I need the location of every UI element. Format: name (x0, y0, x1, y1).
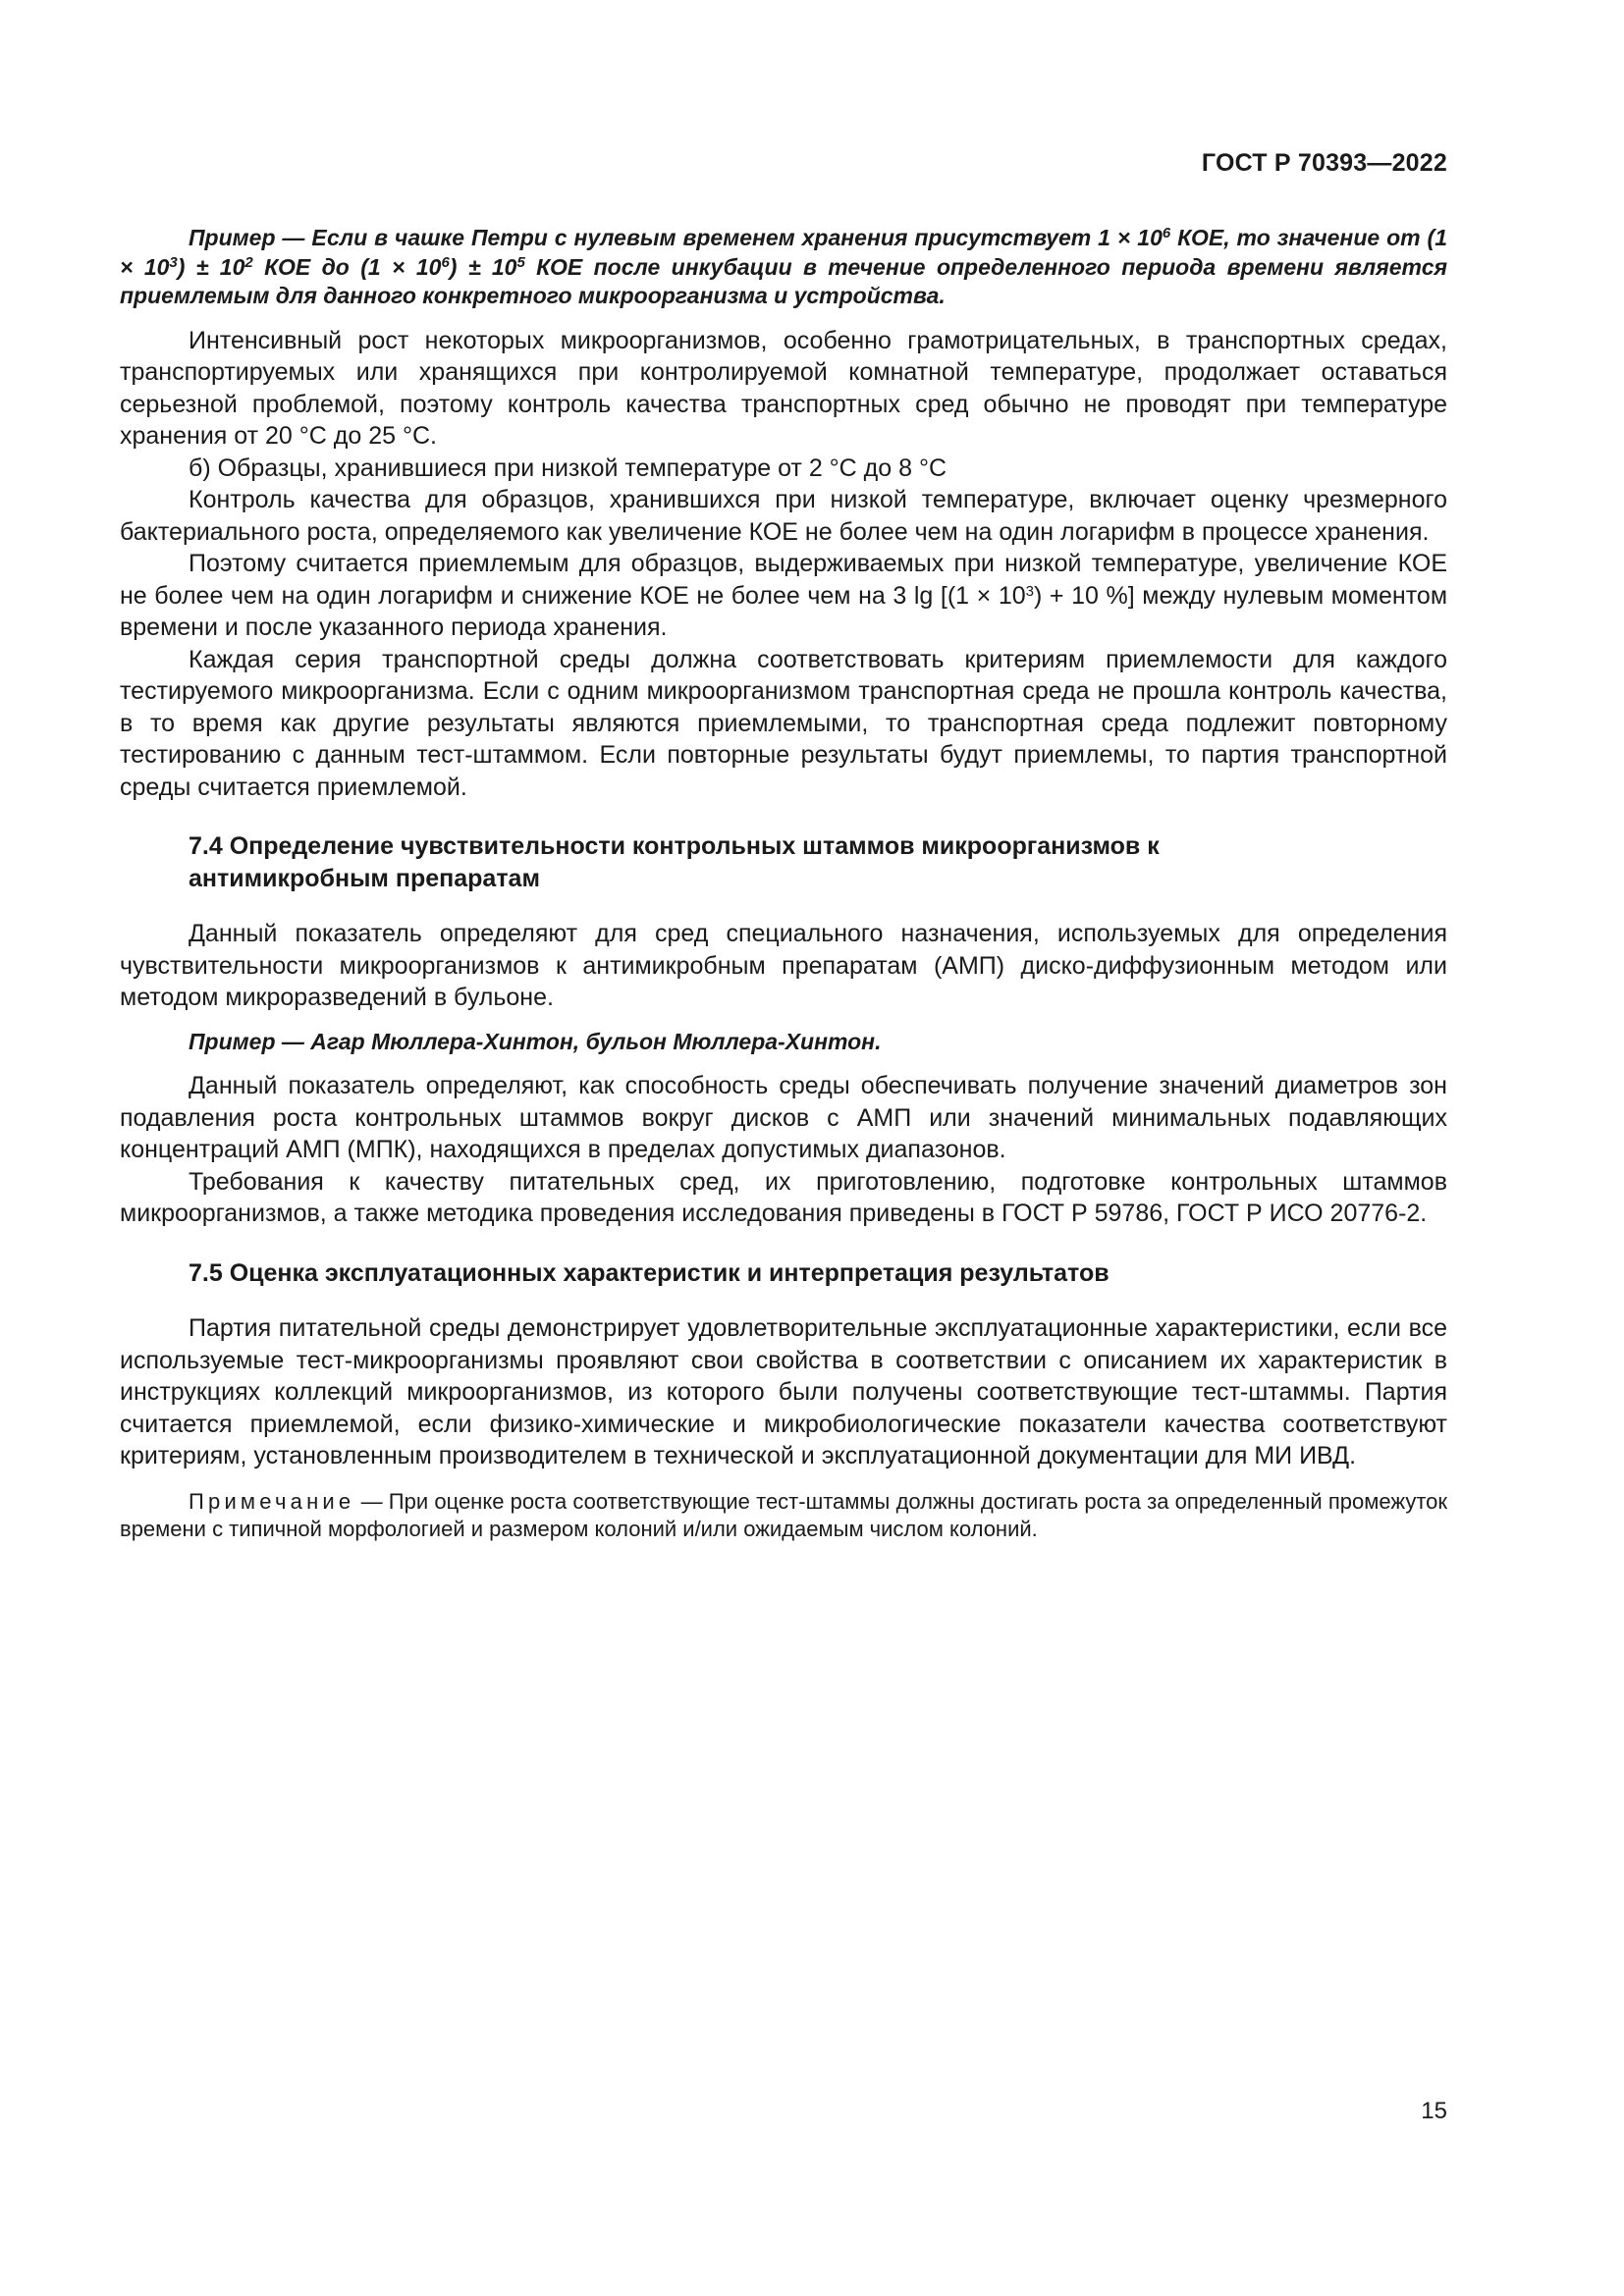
paragraph-requirements: Требования к качеству питательных сред, их приготовлению, подготовке контрольных штаммов микроорганизмов, а также методика проведения исследования приведены в ГОСТ Р 59786, ГОСТ Р ИСО 20776-2. (120, 1167, 1447, 1227)
paragraph-indicator-definition: Данный показатель определяют, как способность среды обеспечивать получение значений диаметров зон подавления роста контрольных штаммов вокруг дисков с АМП или значений минимальных подавляющих концентраций АМП (МПК), находящихся в пределах допустимых диапазонов. (120, 1072, 1447, 1163)
example-petri: Пример — Если в чашке Петри с нулевым временем хранения присутствует $1 \times 10^6$ КОЕ, то значение от $(1 \times 10^3) \pm 10^2$ КОЕ до $(1 \times 10^6) \pm 10^5$ КОЕ после инкубации в течение определенного периода времени является приемлемым для данного конкретного микроорганизма и устройства. (120, 225, 1448, 308)
paragraph-performance: Партия питательной среды демонстрирует удовлетворительные эксплуатационные характеристики, если все используемые тест-микроорганизмы проявляют свои свойства в соответствии с описанием их характеристик в инструкциях коллекций микроорганизмов, из которого были получены соответствующие тест-штаммы. Партия считается приемлемой, если физико-химические и микробиологические показатели качества соответствуют критериям, установленным производителем в технической и эксплуатационной документации для МИ ИВД. (120, 1314, 1447, 1469)
page-number: 15 (1421, 2098, 1447, 2124)
paragraph-acceptable-increase: Поэтому считается приемлемым для образцов, выдерживаемых при низкой температуре, увеличение КОЕ не более чем на один логарифм и снижение КОЕ не более чем на 3 $\lg [(1 \times 10^3) + 10$ %] между нулевым моментом времени и после указанного периода хранения. (120, 550, 1448, 641)
paragraph-low-temp-heading: б) Образцы, хранившиеся при низкой температуре от 2 °С до 8 °С (189, 454, 947, 482)
paragraph-series-criteria: Каждая серия транспортной среды должна соответствовать критериям приемлемости для каждого тестируемого микроорганизма. Если с одним микроорганизмом транспортная среда не прошла контроль качества, в то время как другие результаты являются приемлемыми, то транспортная среда подлежит повторному тестированию с данным тест-штаммом. Если повторные результаты будут приемлемы, то партия транспортной среды считается приемлемой. (120, 645, 1447, 801)
page-body (120, 224, 1447, 1544)
example-mueller-hinton: Пример — Агар Мюллера-Хинтон, бульон Мюллера-Хинтон. (189, 1028, 882, 1054)
document-code: ГОСТ Р 70393—2022 (1201, 149, 1447, 177)
paragraph-indicator-purpose: Данный показатель определяют для сред специального назначения, используемых для определения чувствительности микроорганизмов к антимикробным препаратам (АМП) диско-диффузионным методом или методом микроразведений в бульоне. (120, 920, 1447, 1011)
note-label: Примечание (189, 1488, 355, 1514)
section-7-5-heading: 7.5 Оценка эксплуатационных характеристик и интерпретация результатов (189, 1258, 1110, 1287)
paragraph-growth: Интенсивный рост некоторых микроорганизмов, особенно грамотрицательных, в транспортных средах, транспортируемых или хранящихся при контролируемой комнатной температуре, продолжает оставаться серьезной проблемой, поэтому контроль качества транспортных сред обычно не проводят при температуре хранения от 20 °С до 25 °С. (120, 326, 1447, 450)
section-7-4-heading: 7.4 Определение чувствительности контрольных штаммов микроорганизмов к антимикробным препаратам (189, 832, 1160, 892)
paragraph-quality-control: Контроль качества для образцов, хранившихся при низкой температуре, включает оценку чрезмерного бактериального роста, определяемого как увеличение КОЕ не более чем на один логарифм в процессе хранения. (120, 486, 1447, 546)
note: Примечание — При оценке роста соответствующие тест-штаммы должны достигать роста за определенный промежуток времени с типичной морфологией и размером колоний и/или ожидаемым числом колоний. (120, 1488, 1448, 1541)
